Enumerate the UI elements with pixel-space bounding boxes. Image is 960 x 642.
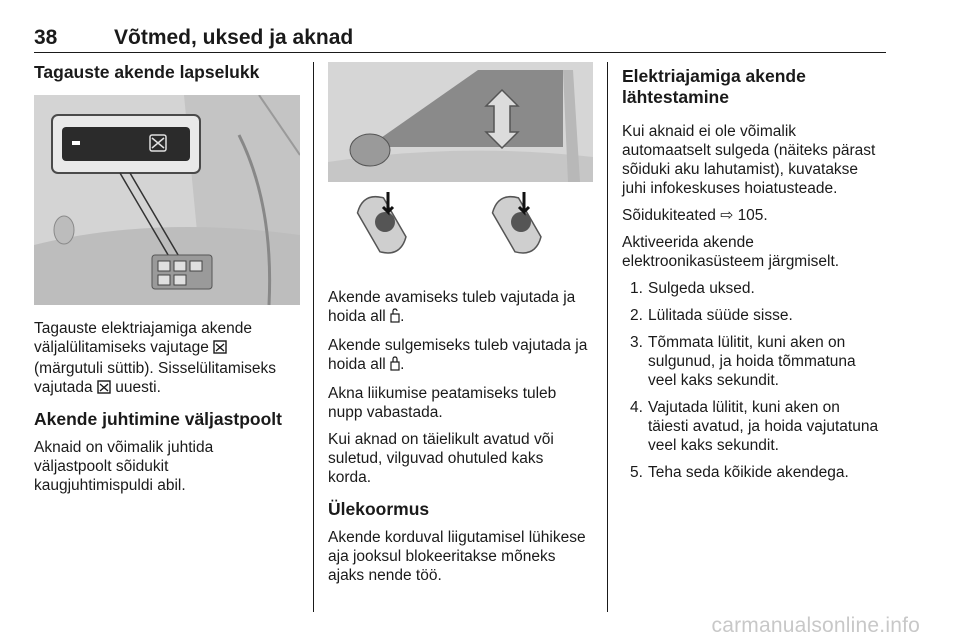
step-text: Vajutada lülitit, kuni aken on [648,399,840,416]
text-line: ajaks nende töö. [328,567,442,584]
text-line: hoida all [328,356,386,373]
reference-label: Sõidukiteated [622,207,716,224]
overload-paragraph [328,528,593,585]
column-left [34,62,300,503]
list-item [622,306,890,325]
window-child-lock-icon [97,380,111,399]
text-line: (märgutuli süttib). Sisselülitamiseks [34,360,277,377]
chapter-title: Võtmed, uksed ja aknad [114,26,354,49]
text-line: aja jooksul blokeeritakse mõneks [328,548,556,565]
key-unlock-icon [390,308,400,328]
text-line: Tagauste elektriajamiga akende [34,320,252,337]
vehicle-messages-reference[interactable] [622,206,890,225]
column-right [622,66,890,490]
reset-intro-paragraph [622,122,890,198]
close-windows-paragraph: Akende sulgemiseks tuleb vajutada ja hoida all . [328,336,593,376]
reference-page: 105. [737,207,768,224]
page-header [34,22,886,53]
section-heading-remote: Akende juhtimine väljastpoolt [34,409,282,429]
text-line: Kui aknad on täielikult avatud või [328,431,554,448]
step-number: 2. [630,307,643,324]
text-line: Akende sulgemiseks tuleb vajutada ja [328,337,588,354]
column-divider [607,62,608,612]
text-line: juhi infokeskuses hoiatusteade. [622,180,838,197]
list-item [622,463,890,482]
step-text: Sulgeda uksed. [648,280,755,297]
page-reference-arrow-icon: ⇨ [720,207,734,224]
text-line: Kui aknaid ei ole võimalik [622,123,797,140]
text-line: uuesti. [115,379,161,396]
heading-line: Elektriajamiga akende [622,66,806,86]
text-line: väljastpoolt sõidukit [34,458,169,475]
step-text: Tõmmata lülitit, kuni aken on [648,334,846,351]
list-item [622,333,890,390]
section-heading-overload: Ülekoormus [328,499,430,519]
key-lock-icon [390,356,400,376]
child-lock-paragraph [34,319,300,399]
window-child-lock-icon [213,340,227,359]
step-number: 3. [630,334,643,351]
text-line: vajutada [34,379,93,396]
list-item [622,398,890,455]
text-line: sõiduki aku lahutamist), kuvatakse [622,161,859,178]
step-text: sulgunud, ja hoida tõmmatuna [648,353,856,370]
text-line: hoida all [328,308,386,325]
text-line: nupp vabastada. [328,404,443,421]
reset-steps-list [622,279,890,482]
column-divider [313,62,314,612]
step-text: täiesti avatud, ja hoida vajutatuna [648,418,879,435]
activate-paragraph [622,233,890,271]
step-text: Lülitada süüde sisse. [648,307,793,324]
step-text: veel kaks sekundit. [648,437,779,454]
heading-line: lähtestamine [622,87,729,107]
door-panel-illustration [34,95,300,305]
open-windows-paragraph: Akende avamiseks tuleb vajutada ja hoida all . [328,288,593,328]
text-line: elektroonikasüsteem järgmiselt. [622,253,840,270]
car-window-and-keys-drawing [328,62,593,276]
step-number: 1. [630,280,643,297]
page-number: 38 [34,26,58,49]
door-panel-drawing [34,95,300,305]
hazard-lights-paragraph [328,430,593,487]
text-line: väljalülitamiseks vajutage [34,339,209,356]
text-line: korda. [328,469,372,486]
text-line: Akna liikumise peatamiseks tuleb [328,385,557,402]
section-heading-child-lock: Tagauste akende lapselukk [34,62,260,82]
remote-key-illustration [328,62,593,276]
section-heading-reset [622,66,890,108]
text-line: Akende korduval liigutamisel lühikese [328,529,586,546]
step-number: 5. [630,464,643,481]
list-item [622,279,890,298]
remote-paragraph [34,438,300,495]
text-line: suletud, vilguvad ohutuled kaks [328,450,544,467]
step-text: veel kaks sekundit. [648,372,779,389]
step-text: Teha seda kõikide akendega. [648,464,849,481]
text-line: Aktiveerida akende [622,234,754,251]
text-line: Akende avamiseks tuleb vajutada ja [328,289,576,306]
text-line: Aknaid on võimalik juhtida [34,439,214,456]
watermark: carmanualsonline.info [711,614,920,637]
text-line: automaatselt sulgeda (näiteks pärast [622,142,876,159]
column-middle [328,62,593,593]
stop-paragraph [328,384,593,422]
text-line: kaugjuhtimispuldi abil. [34,477,186,494]
step-number: 4. [630,399,643,416]
